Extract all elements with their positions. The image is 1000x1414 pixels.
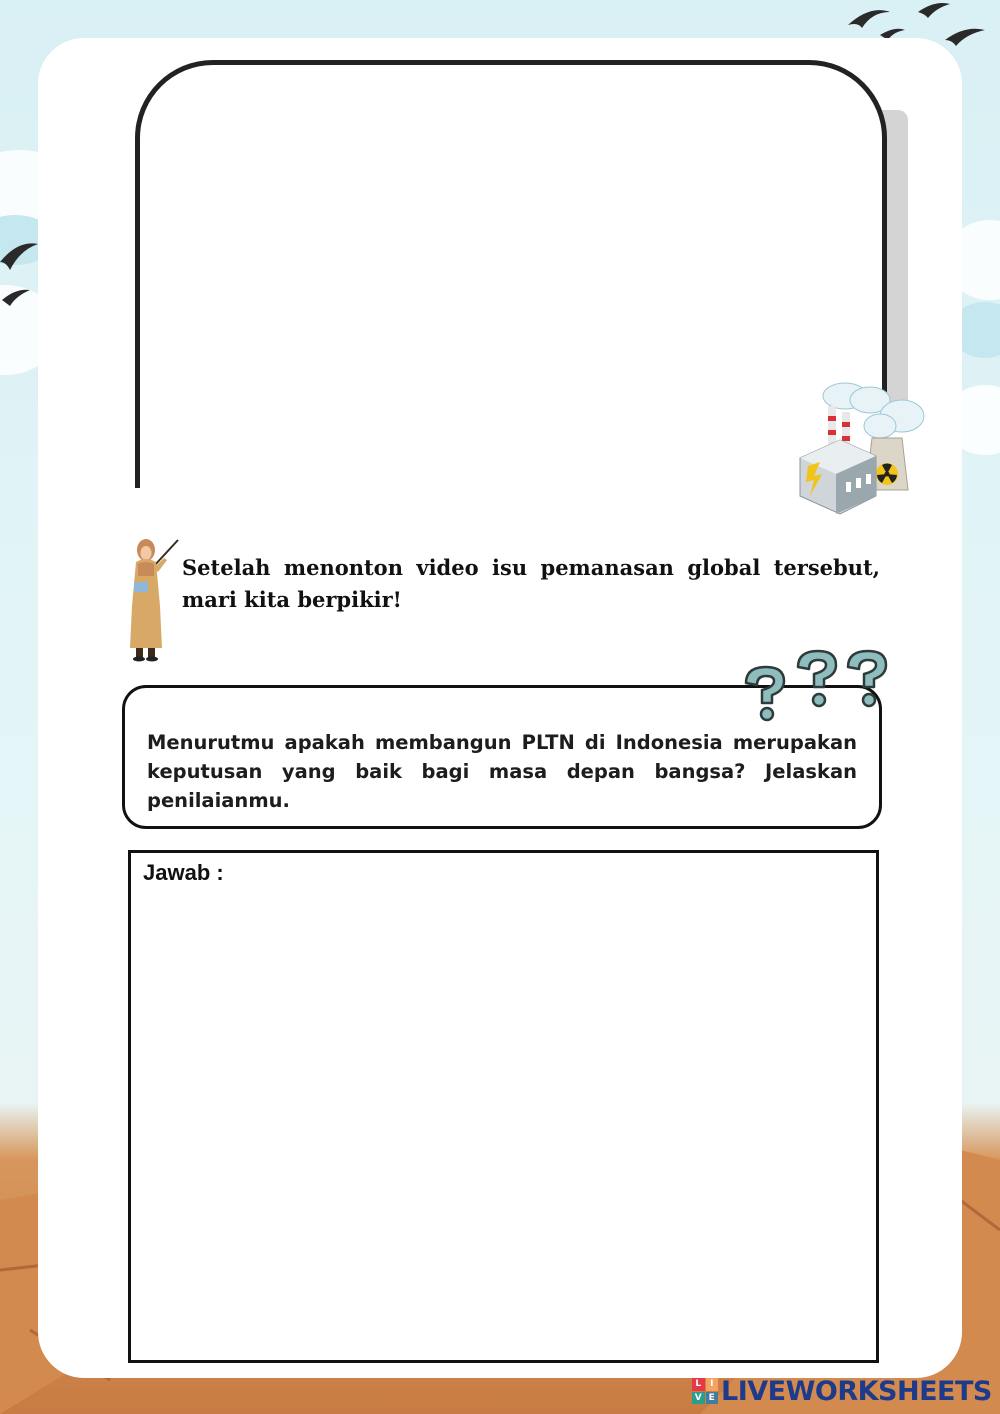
question-marks-icon	[738, 645, 898, 730]
answer-input[interactable]	[140, 895, 867, 1350]
answer-label: Jawab :	[143, 860, 224, 885]
logo-letter-v: V	[692, 1392, 705, 1405]
question-text: Menurutmu apakah membangun PLTN di Indonesia merupakan keputusan yang baik bagi masa depan bangsa? Jelaskan penilaianmu.	[147, 731, 857, 812]
logo-letter-e: E	[706, 1392, 719, 1405]
logo-letter-l: L	[692, 1378, 705, 1391]
liveworksheets-logo-icon	[692, 1378, 718, 1404]
instruction-text: Setelah menonton video isu pemanasan global tersebut, mari kita berpikir!	[182, 555, 880, 612]
video-placeholder[interactable]	[135, 60, 887, 488]
teacher-illustration	[118, 536, 180, 664]
nuclear-power-plant-icon	[790, 378, 930, 518]
logo-letter-i: I	[706, 1378, 719, 1391]
liveworksheets-logo[interactable]	[692, 1374, 992, 1408]
liveworksheets-wordmark: LIVEWORKSHEETS	[721, 1375, 992, 1407]
